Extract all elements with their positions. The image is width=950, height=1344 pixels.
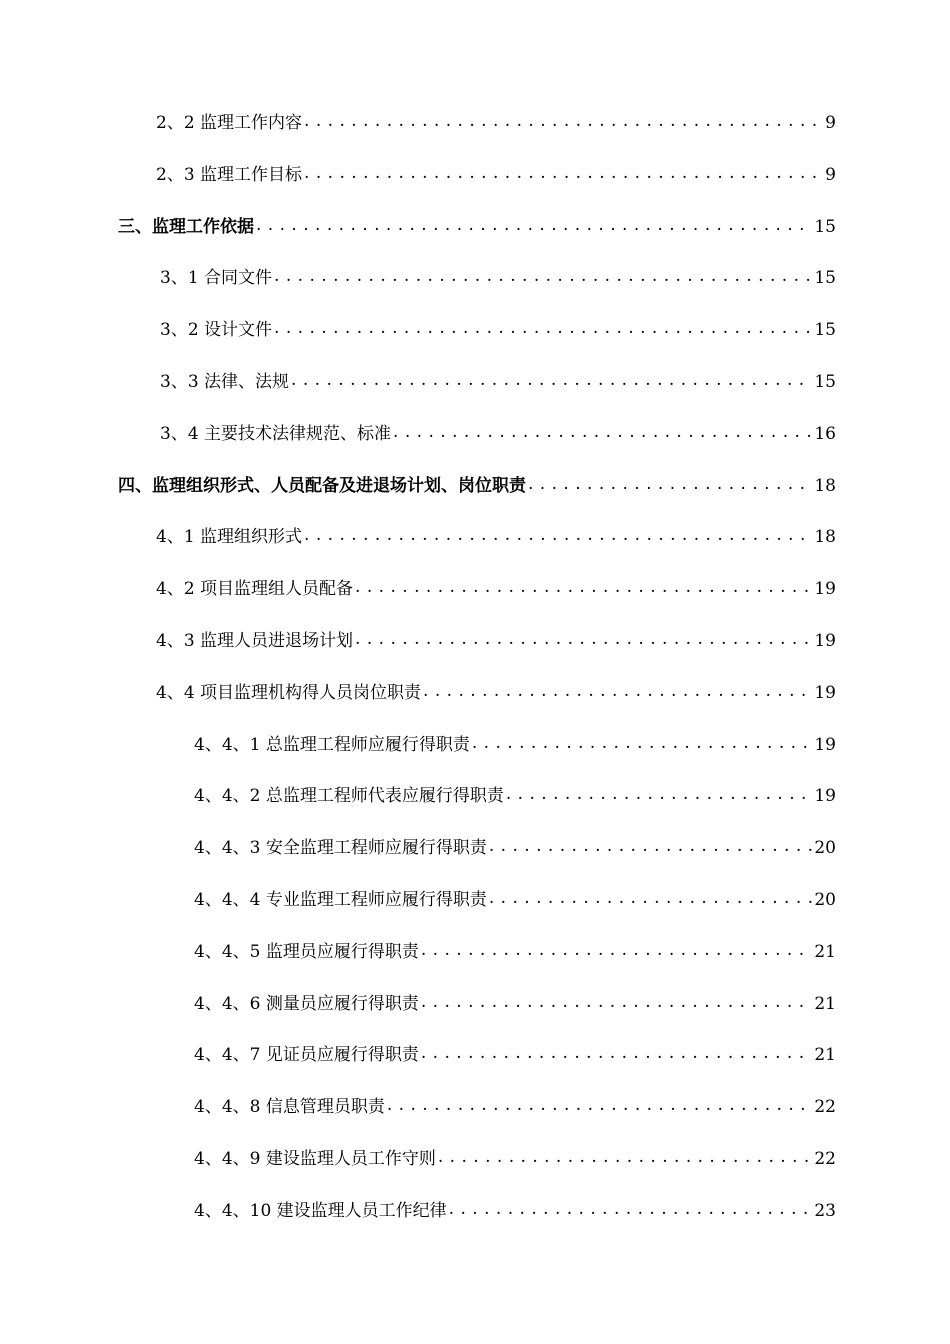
toc-entry-label: 4、4、9 建设监理人员工作守则 bbox=[194, 1149, 436, 1169]
toc-entry-label: 4、1 监理组织形式 bbox=[156, 527, 303, 547]
toc-entry-label: 4、3 监理人员进退场计划 bbox=[156, 631, 354, 651]
toc-dot-leader bbox=[438, 1149, 813, 1169]
toc-entry-label: 4、4、6 测量员应履行得职责 bbox=[194, 994, 419, 1014]
toc-entry-page-number: 22 bbox=[814, 1097, 836, 1117]
toc-dot-leader bbox=[274, 268, 812, 288]
toc-dot-leader bbox=[423, 683, 812, 703]
toc-entry-label: 3、3 法律、法规 bbox=[160, 372, 290, 392]
toc-dot-leader bbox=[304, 527, 812, 547]
toc-dot-leader bbox=[355, 631, 812, 651]
toc-entry[interactable] bbox=[194, 880, 836, 910]
toc-dot-leader bbox=[472, 735, 813, 755]
toc-dot-leader bbox=[528, 476, 812, 496]
toc-entry[interactable] bbox=[194, 1035, 836, 1065]
toc-entry-page-number: 19 bbox=[814, 579, 836, 599]
toc-entry[interactable] bbox=[156, 673, 836, 703]
toc-entry-page-number: 23 bbox=[814, 1201, 836, 1221]
toc-entry-page-number: 19 bbox=[814, 735, 836, 755]
toc-entry-page-number: 16 bbox=[814, 424, 836, 444]
toc-entry-page-number: 18 bbox=[814, 527, 836, 547]
toc-entry[interactable] bbox=[194, 1191, 836, 1221]
toc-entry-label: 4、4、4 专业监理工程师应履行得职责 bbox=[194, 890, 487, 910]
toc-entry-label: 4、4、7 见证员应履行得职责 bbox=[194, 1045, 419, 1065]
toc-entry-page-number: 19 bbox=[814, 786, 836, 806]
toc-entry[interactable] bbox=[194, 984, 836, 1014]
toc-entry[interactable] bbox=[194, 1139, 836, 1169]
toc-entry-label: 三、监理工作依据 bbox=[118, 217, 254, 237]
toc-entry[interactable] bbox=[194, 776, 836, 806]
toc-entry[interactable] bbox=[160, 414, 836, 444]
toc-dot-leader bbox=[489, 890, 813, 910]
toc-entry-label: 2、3 监理工作目标 bbox=[156, 165, 303, 185]
toc-dot-leader bbox=[387, 1097, 813, 1117]
toc-dot-leader bbox=[355, 579, 812, 599]
toc-entry-page-number: 15 bbox=[814, 268, 836, 288]
toc-dot-leader bbox=[506, 786, 813, 806]
toc-entry[interactable] bbox=[194, 828, 836, 858]
toc-dot-leader bbox=[489, 838, 813, 858]
toc-entry-label: 4、4、5 监理员应履行得职责 bbox=[194, 942, 419, 962]
toc-entry[interactable] bbox=[156, 517, 836, 547]
toc-dot-leader bbox=[421, 1045, 813, 1065]
toc-entry-label: 4、4、3 安全监理工程师应履行得职责 bbox=[194, 838, 487, 858]
toc-dot-leader bbox=[393, 424, 812, 444]
toc-dot-leader bbox=[291, 372, 812, 392]
toc-entry-page-number: 15 bbox=[814, 217, 836, 237]
toc-entry-label: 3、1 合同文件 bbox=[160, 268, 273, 288]
toc-entry-page-number: 22 bbox=[814, 1149, 836, 1169]
toc-entry-page-number: 19 bbox=[814, 631, 836, 651]
toc-dot-leader bbox=[256, 217, 812, 237]
toc-dot-leader bbox=[449, 1201, 813, 1221]
toc-entry[interactable] bbox=[160, 258, 836, 288]
toc-entry-label: 3、2 设计文件 bbox=[160, 320, 273, 340]
toc-entry-label: 4、4、2 总监理工程师代表应履行得职责 bbox=[194, 786, 504, 806]
toc-entry-label: 4、2 项目监理组人员配备 bbox=[156, 579, 354, 599]
toc-entry[interactable] bbox=[194, 725, 836, 755]
toc-entry-page-number: 21 bbox=[814, 994, 836, 1014]
toc-entry-page-number: 21 bbox=[814, 942, 836, 962]
toc-entry-label: 4、4、10 建设监理人员工作纪律 bbox=[194, 1201, 447, 1221]
toc-dot-leader bbox=[421, 942, 813, 962]
toc-entry[interactable] bbox=[156, 569, 836, 599]
toc-entry-label: 2、2 监理工作内容 bbox=[156, 113, 303, 133]
toc-entry[interactable] bbox=[156, 621, 836, 651]
toc-entry-page-number: 9 bbox=[825, 113, 836, 133]
toc-entry[interactable] bbox=[160, 362, 836, 392]
toc-entry[interactable] bbox=[118, 466, 836, 496]
toc-entry-page-number: 15 bbox=[814, 372, 836, 392]
toc-entry-page-number: 15 bbox=[814, 320, 836, 340]
toc-entry-label: 四、监理组织形式、人员配备及进退场计划、岗位职责 bbox=[118, 476, 526, 496]
toc-entry[interactable] bbox=[156, 103, 836, 133]
toc-entry[interactable] bbox=[194, 932, 836, 962]
toc-entry[interactable] bbox=[118, 207, 836, 237]
toc-entry-page-number: 21 bbox=[814, 1045, 836, 1065]
toc-dot-leader bbox=[421, 994, 813, 1014]
toc-dot-leader bbox=[304, 113, 823, 133]
toc-entry-page-number: 9 bbox=[825, 165, 836, 185]
toc-entry[interactable] bbox=[194, 1087, 836, 1117]
toc-entry-page-number: 19 bbox=[814, 683, 836, 703]
toc-entry-page-number: 20 bbox=[814, 890, 836, 910]
toc-entry-label: 4、4、8 信息管理员职责 bbox=[194, 1097, 385, 1117]
toc-entry[interactable] bbox=[160, 310, 836, 340]
toc-dot-leader bbox=[304, 165, 823, 185]
toc-entry-label: 4、4、1 总监理工程师应履行得职责 bbox=[194, 735, 470, 755]
toc-entry-page-number: 18 bbox=[814, 476, 836, 496]
toc-entry[interactable] bbox=[156, 155, 836, 185]
toc-dot-leader bbox=[274, 320, 812, 340]
toc-entry-label: 3、4 主要技术法律规范、标准 bbox=[160, 424, 392, 444]
toc-entry-label: 4、4 项目监理机构得人员岗位职责 bbox=[156, 683, 422, 703]
toc-entry-page-number: 20 bbox=[814, 838, 836, 858]
